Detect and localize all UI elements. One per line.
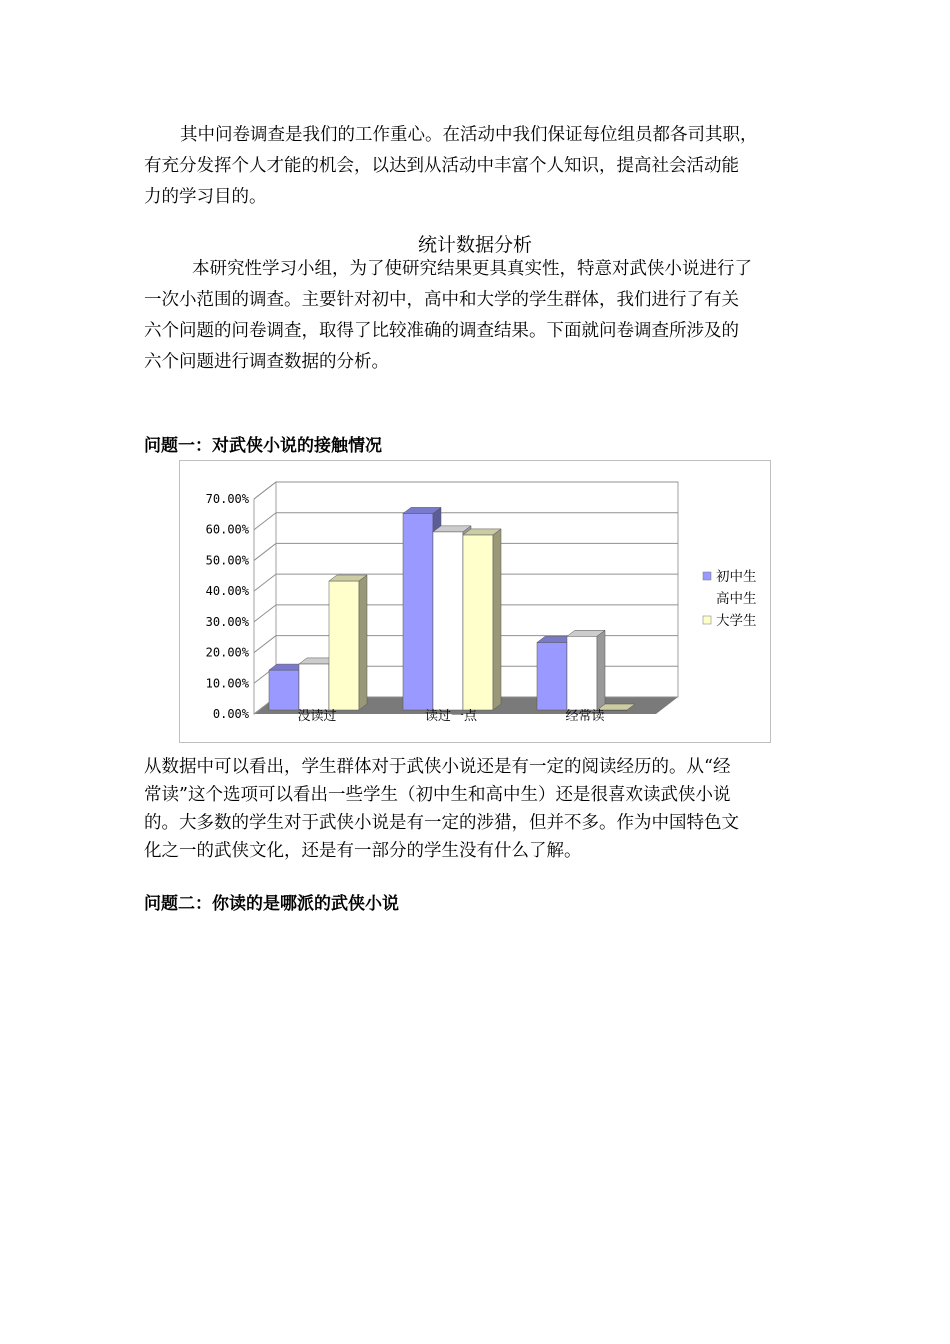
legend-swatch	[703, 572, 711, 580]
y-tick-label: 60.00%	[205, 522, 249, 537]
legend-label: 高中生	[716, 591, 757, 607]
conclusion-line: 的。大多数的学生对于武侠小说是有一定的涉猎，但并不多。作为中国特色文	[144, 813, 739, 833]
bar-side	[597, 630, 605, 710]
legend-label: 大学生	[716, 613, 757, 629]
bar	[403, 513, 433, 710]
analysis-line: 本研究性学习小组，为了使研究结果更具真实性，特意对武侠小说进行了	[192, 259, 752, 279]
question-one-heading: 问题一：对武侠小说的接触情况	[144, 436, 382, 456]
y-tick-label: 70.00%	[205, 492, 249, 506]
bar-side	[359, 575, 367, 710]
section-title: 统计数据分析	[417, 234, 532, 256]
bar	[463, 535, 493, 710]
analysis-line: 六个问题进行调查数据的分析。	[144, 352, 389, 372]
bar	[299, 664, 329, 710]
bar-side	[493, 529, 501, 710]
bar	[567, 636, 597, 710]
x-category-label: 读过一点	[424, 709, 478, 724]
y-tick-label: 40.00%	[205, 584, 249, 599]
y-tick-label: 30.00%	[205, 614, 249, 629]
intro-paragraph	[144, 120, 808, 213]
analysis-paragraph	[144, 254, 808, 378]
question-two-heading: 问题二：你读的是哪派的武侠小说	[144, 894, 399, 914]
y-tick-label: 0.00%	[212, 707, 249, 721]
x-category-label: 经常读	[565, 709, 605, 724]
legend-swatch	[703, 594, 711, 602]
legend-label: 初中生	[716, 569, 757, 585]
bar	[329, 581, 359, 710]
intro-line: 有充分发挥个人才能的机会，以达到从活动中丰富个人知识，提高社会活动能	[144, 156, 739, 176]
conclusion-line: 化之一的武侠文化，还是有一部分的学生没有什么了解。	[144, 841, 582, 861]
intro-line: 力的学习目的。	[144, 187, 267, 207]
bar-chart-svg	[180, 461, 770, 742]
analysis-line: 一次小范围的调查。主要针对初中，高中和大学的学生群体，我们进行了有关	[144, 290, 739, 310]
intro-line: 其中问卷调查是我们的工作重心。在活动中我们保证每位组员都各司其职，	[180, 125, 758, 145]
bar	[433, 532, 463, 710]
x-category-label: 没读过	[297, 709, 337, 724]
conclusion-line: 从数据中可以看出，学生群体对于武侠小说还是有一定的阅读经历的。从“经	[144, 757, 731, 777]
bar-chart	[179, 460, 771, 743]
bar	[269, 670, 299, 710]
conclusion-paragraph	[144, 753, 808, 865]
analysis-line: 六个问题的问卷调查，取得了比较准确的调查结果。下面就问卷调查所涉及的	[144, 321, 739, 341]
y-tick-label: 20.00%	[205, 645, 249, 660]
legend-swatch	[703, 616, 711, 624]
y-tick-label: 50.00%	[205, 553, 249, 568]
bar	[537, 642, 567, 710]
conclusion-line: 常读”这个选项可以看出一些学生（初中生和高中生）还是很喜欢读武侠小说	[144, 785, 731, 805]
y-tick-label: 10.00%	[205, 676, 249, 691]
